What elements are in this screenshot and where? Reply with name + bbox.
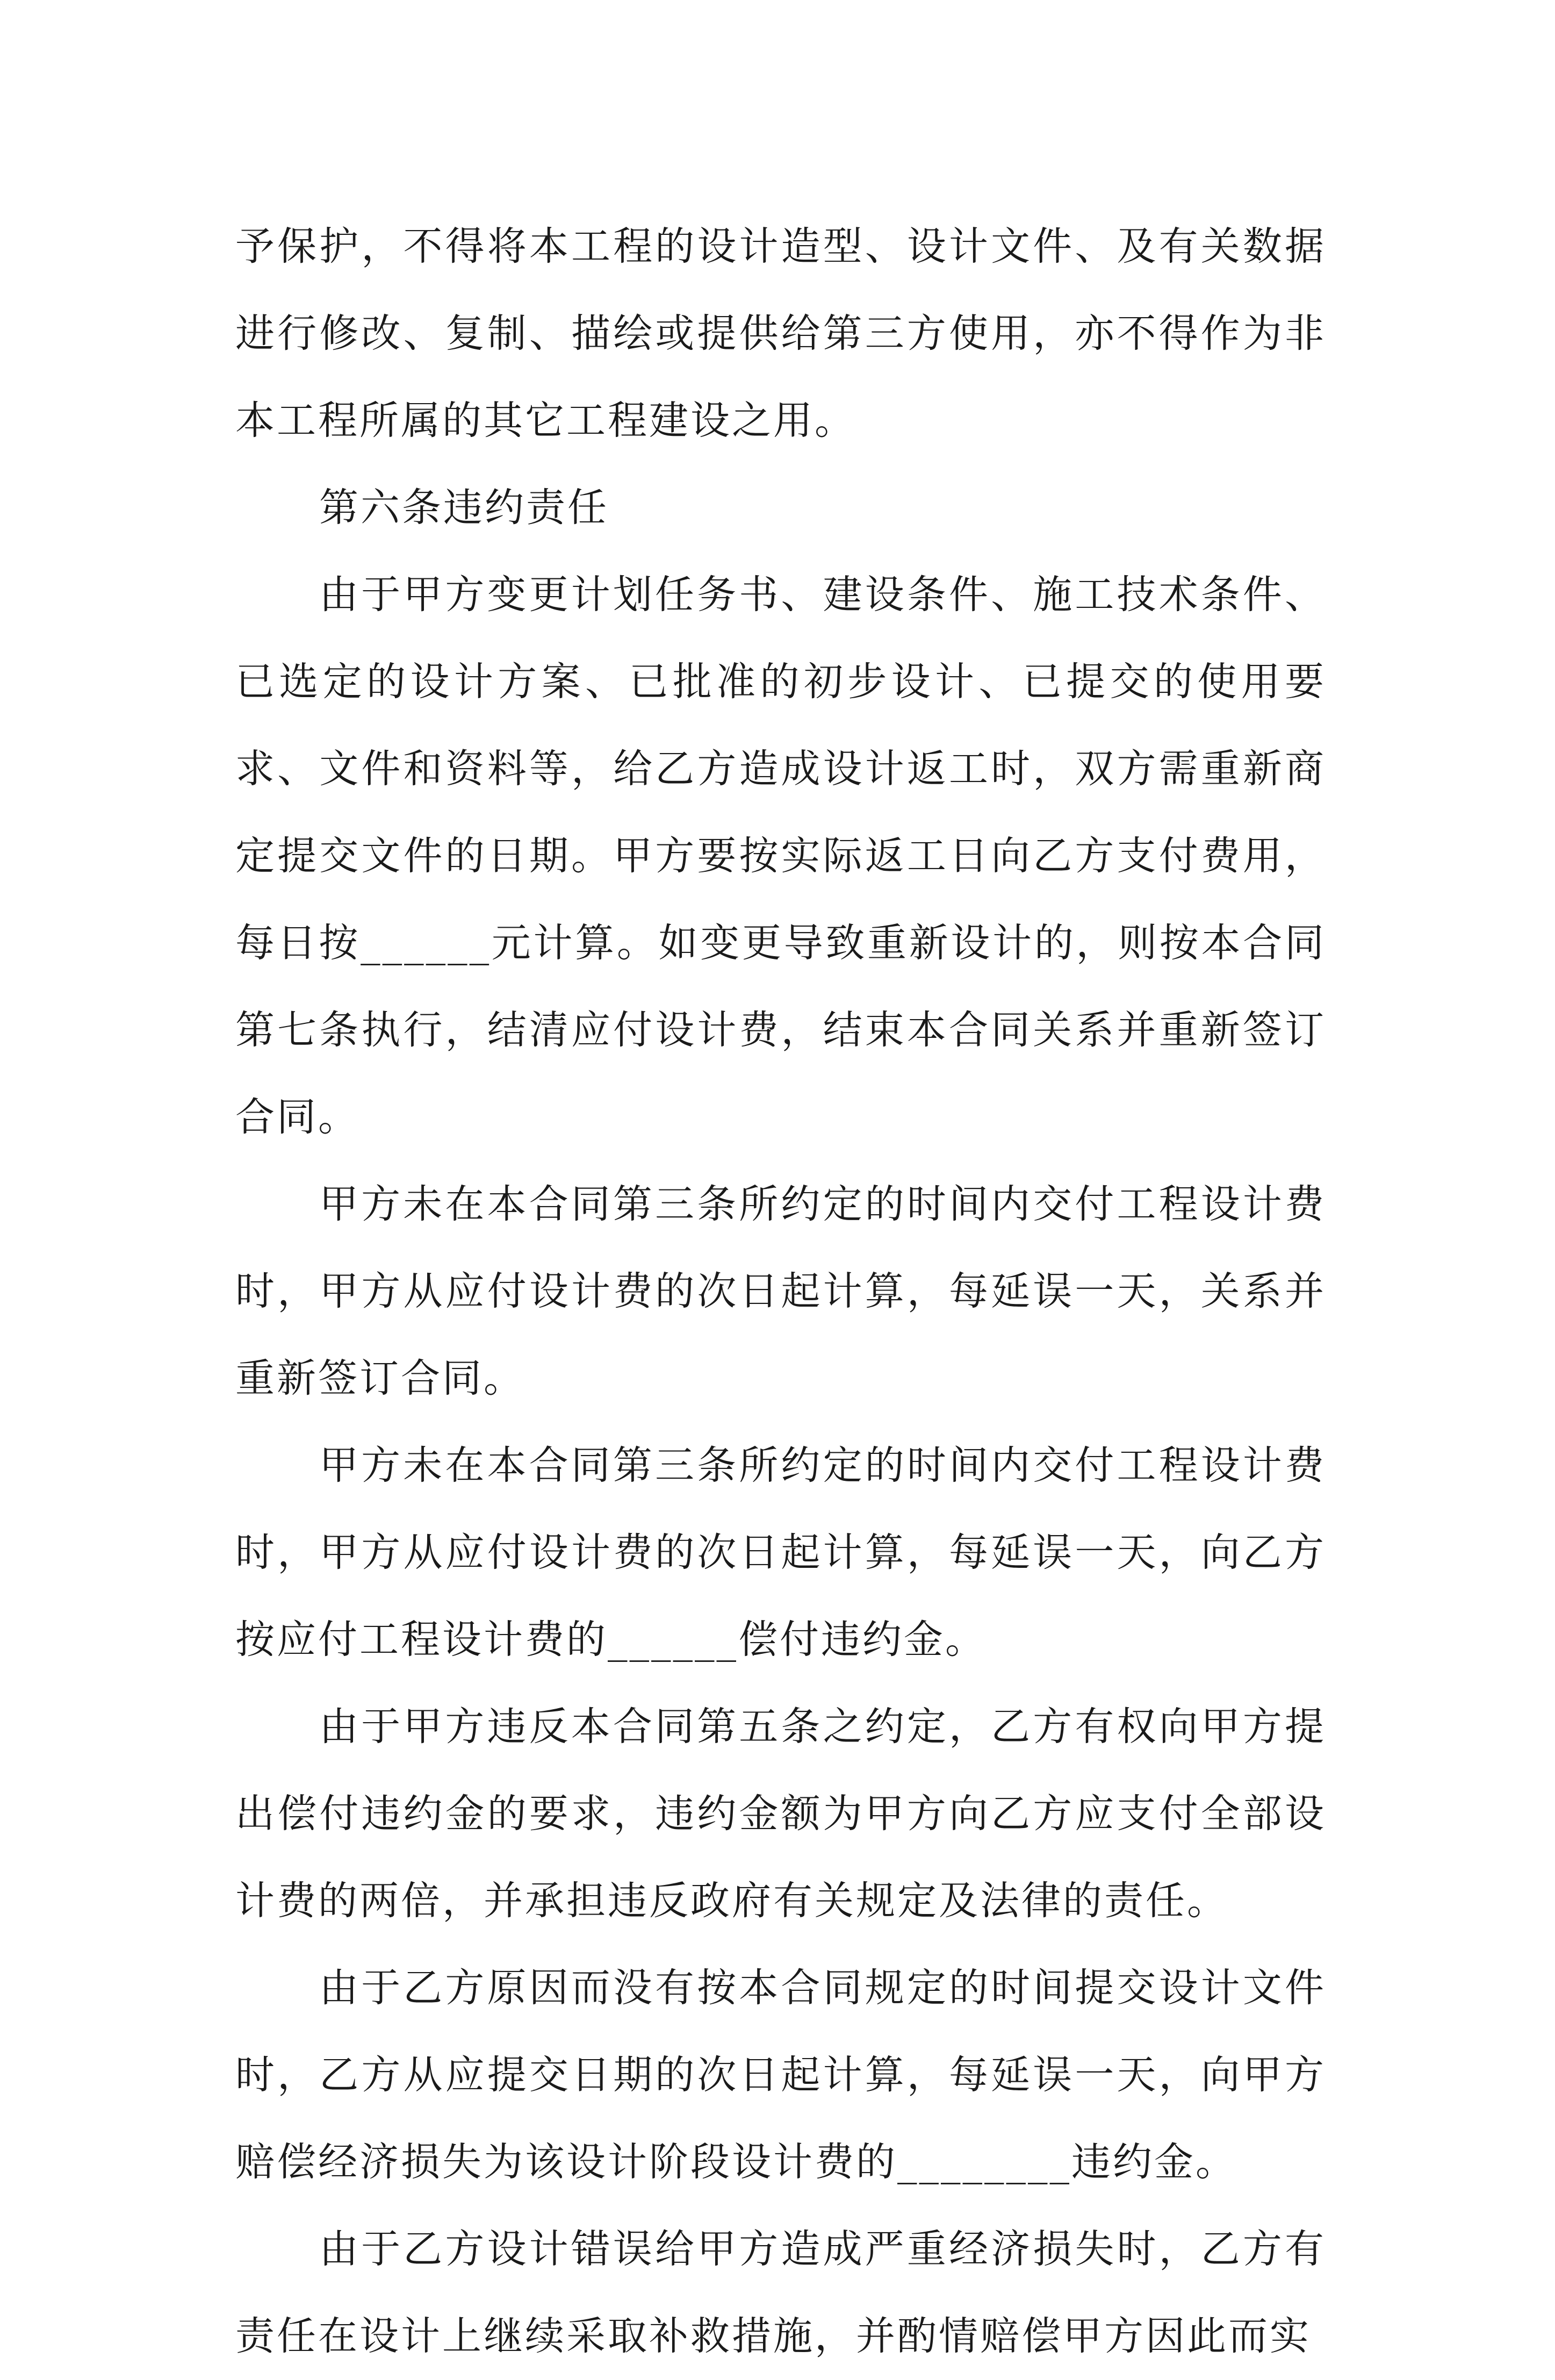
paragraph-article-five-breach: 由于甲方违反本合同第五条之约定，乙方有权向甲方提出偿付违约金的要求，违约金额为甲方向乙方应支付全部设计费的两倍，并承担违反政府有关规定及法律的责任。 bbox=[235, 1704, 1326, 1924]
paragraph-late-payment-2: 甲方未在本合同第三条所约定的时间内交付工程设计费时，甲方从应付设计费的次日起计算，每延误一天，向乙方按应付工程设计费的______偿付违约金。 bbox=[235, 1443, 1326, 1662]
section-heading: 第六条违约责任 bbox=[319, 485, 609, 531]
document-body bbox=[235, 203, 1326, 2380]
paragraph-design-change: 由于甲方变更计划任务书、建设条件、施工技术条件、已选定的设计方案、已批准的初步设计、已提交的使用要求、文件和资料等，给乙方造成设计返工时，双方需重新商定提交文件的日期。甲方要按实际返工日向乙方支付费用，每日按______元计算。如变更导致重新设计的，则按本合同第七条执行，结清应付设计费，结束本合同关系并重新签订合同。 bbox=[235, 572, 1326, 1140]
paragraph-design-error: 由于乙方设计错误给甲方造成严重经济损失时，乙方有责任在设计上继续采取补救措施，并酌情赔偿甲方因此而实 bbox=[235, 2226, 1326, 2359]
paragraph-continuation: 予保护，不得将本工程的设计造型、设计文件、及有关数据进行修改、复制、描绘或提供给第三方使用，亦不得作为非本工程所属的其它工程建设之用。 bbox=[235, 224, 1326, 443]
paragraph-late-payment-1: 甲方未在本合同第三条所约定的时间内交付工程设计费时，甲方从应付设计费的次日起计算，每延误一天，关系并重新签订合同。 bbox=[235, 1181, 1326, 1401]
paragraph-late-delivery: 由于乙方原因而没有按本合同规定的时间提交设计文件时，乙方从应提交日期的次日起计算，每延误一天，向甲方赔偿经济损失为该设计阶段设计费的________违约金。 bbox=[235, 1965, 1326, 2185]
